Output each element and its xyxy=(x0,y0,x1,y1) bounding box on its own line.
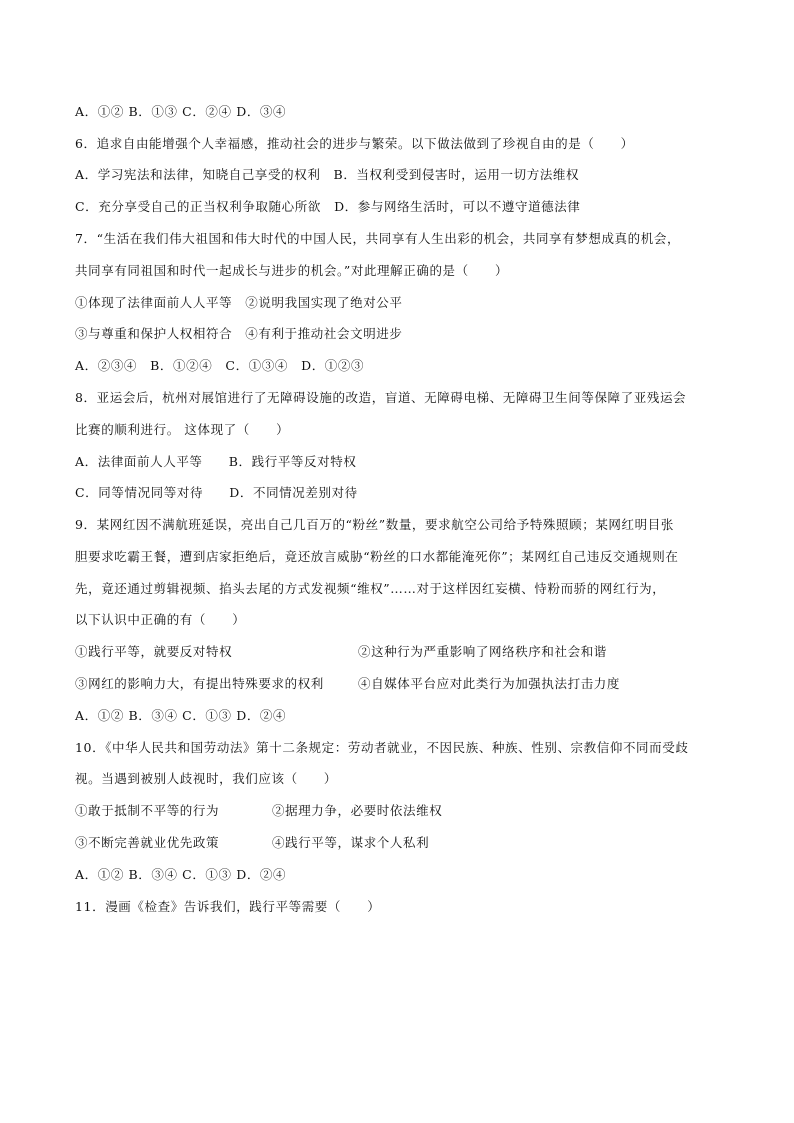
q9-statements-row1 xyxy=(75,644,607,660)
q9-statement-2: ②这种行为严重影响了网络秩序和社会和谐 xyxy=(358,644,607,659)
q10-options: A．①② B．③④ C．①③ D．②④ xyxy=(75,867,287,882)
q10-statement-1: ①敢于抵制不平等的行为 xyxy=(75,803,220,818)
q7-statements-row2: ③与尊重和保护人权相符合 ④有利于推动社会文明进步 xyxy=(75,326,403,341)
q10-statements-row1 xyxy=(75,803,443,819)
q9-stem-line4: 以下认识中正确的有（ ） xyxy=(75,612,246,627)
q11-stem: 11．漫画《检查》告诉我们，践行平等需要（ ） xyxy=(75,899,381,914)
q5-options: A．①② B．①③ C．②④ D．③④ xyxy=(75,104,287,119)
q7-statements-row1: ①体现了法律面前人人平等 ②说明我国实现了绝对公平 xyxy=(75,295,403,310)
q10-stem-line1: 10．《中华人民共和国劳动法》第十二条规定：劳动者就业，不因民族、种族、性别、宗教信仰不同而受歧 xyxy=(75,740,689,755)
q10-stem-line2: 视。当遇到被别人歧视时，我们应该（ ） xyxy=(75,771,338,786)
q8-options-row1: A．法律面前人人平等 B．践行平等反对特权 xyxy=(75,454,357,469)
q6-options-row2: C．充分享受自己的正当权利争取随心所欲 D．参与网络生活时，可以不遵守道德法律 xyxy=(75,199,581,214)
q8-stem-line1: 8．亚运会后，杭州对展馆进行了无障碍设施的改造，盲道、无障碍电梯、无障碍卫生间等保障了亚残运会 xyxy=(75,390,687,405)
q9-statements-row2 xyxy=(75,676,621,692)
q8-options-row2: C．同等情况同等对待 D．不同情况差别对待 xyxy=(75,485,358,500)
q6-options-row1: A．学习宪法和法律，知晓自己享受的权利 B．当权利受到侵害时，运用一切方法维权 xyxy=(75,167,580,182)
q10-statement-2: ②据理力争，必要时依法维权 xyxy=(272,803,443,818)
q9-statement-3: ③网红的影响力大，有提出特殊要求的权利 xyxy=(75,676,324,691)
q10-statement-3: ③不断完善就业优先政策 xyxy=(75,835,220,850)
q7-options: A．②③④ B．①②④ C．①③④ D．①②③ xyxy=(75,358,365,373)
q7-stem-line2: 共同享有同祖国和时代一起成长与进步的机会。”对此理解正确的是（ ） xyxy=(75,263,509,278)
q9-stem-line3: 先，竟还通过剪辑视频、掐头去尾的方式发视频“维权”……对于这样因红妄横、恃粉而骄的网红行为， xyxy=(75,581,666,596)
q10-statements-row2 xyxy=(75,835,430,851)
q8-stem-line2: 比赛的顺利进行。 这体现了（ ） xyxy=(75,422,290,437)
q9-options: A．①② B．③④ C．①③ D．②④ xyxy=(75,708,287,723)
q9-statement-1: ①践行平等，就要反对特权 xyxy=(75,644,233,659)
q7-stem-line1: 7．“生活在我们伟大祖国和伟大时代的中国人民，共同享有人生出彩的机会，共同享有梦想成真的机会， xyxy=(75,231,681,246)
q9-statement-4: ④自媒体平台应对此类行为加强执法打击力度 xyxy=(358,676,621,691)
q9-stem-line1: 9．某网红因不满航班延误，亮出自己几百万的“粉丝”数量，要求航空公司给予特殊照顾；某网红明目张 xyxy=(75,517,674,532)
q10-statement-4: ④践行平等，谋求个人私利 xyxy=(272,835,430,850)
q6-stem: 6．追求自由能增强个人幸福感，推动社会的进步与繁荣。以下做法做到了珍视自由的是（ ） xyxy=(75,136,634,151)
q9-stem-line2: 胆要求吃霸王餐，遭到店家拒绝后，竟还放言威胁“粉丝的口水都能淹死你”；某网红自己违反交通规则在 xyxy=(75,549,679,564)
